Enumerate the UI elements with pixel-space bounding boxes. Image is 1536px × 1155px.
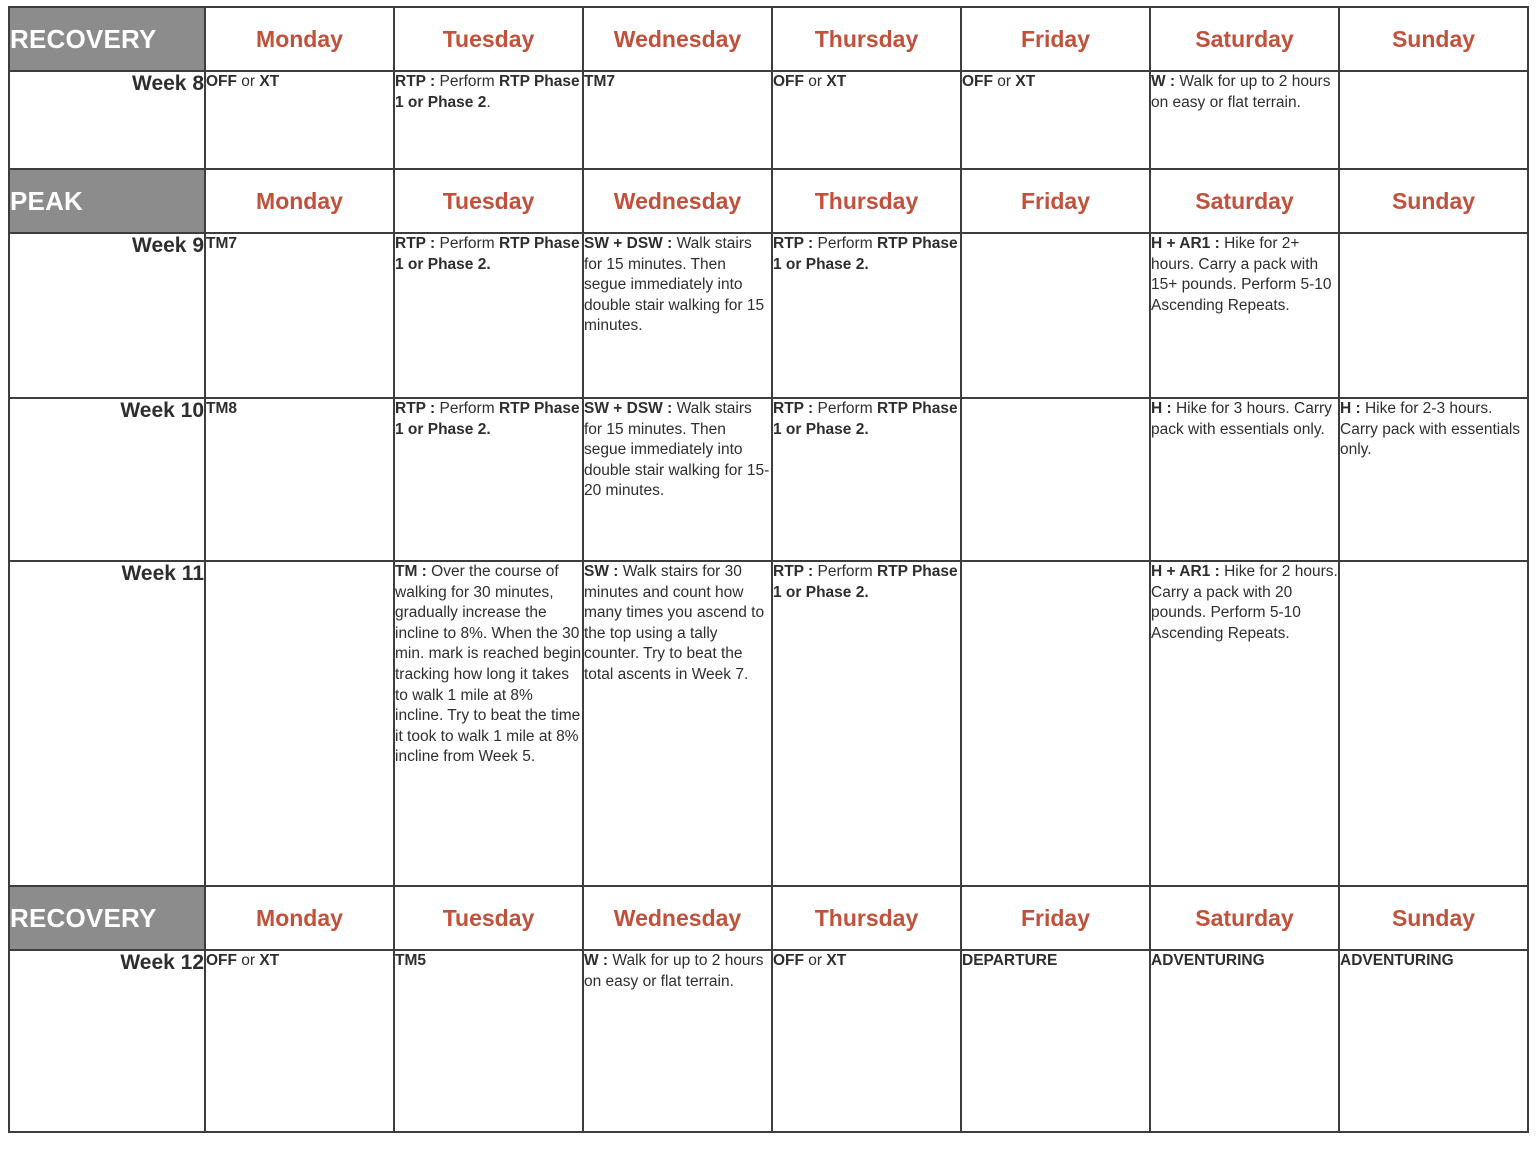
section-phase-label-cell xyxy=(9,886,205,950)
week-label-cell xyxy=(9,71,205,169)
day-header-friday xyxy=(961,7,1150,71)
day-header-label: Wednesday xyxy=(613,188,742,214)
workout-cell-wednesday[interactable] xyxy=(583,950,772,1132)
day-header-label: Tuesday xyxy=(442,905,535,931)
section-phase-label: RECOVERY xyxy=(10,903,157,933)
day-header-sunday xyxy=(1339,169,1528,233)
training-plan-table xyxy=(8,6,1529,1133)
section-phase-label: RECOVERY xyxy=(10,24,157,54)
day-header-label: Sunday xyxy=(1391,26,1476,52)
day-header-label: Friday xyxy=(1020,188,1091,214)
day-header-monday xyxy=(205,886,394,950)
day-header-label: Monday xyxy=(256,905,343,931)
workout-text: H : Hike for 3 hours. Carry pack with essentials only. xyxy=(1151,400,1332,438)
workout-cell-saturday[interactable] xyxy=(1150,561,1339,886)
workout-cell-wednesday[interactable] xyxy=(583,233,772,398)
workout-text: OFF or XT xyxy=(773,73,847,90)
day-header-wednesday xyxy=(583,169,772,233)
day-header-thursday xyxy=(772,7,961,71)
workout-text: W : Walk for up to 2 hours on easy or flat terrain. xyxy=(584,952,764,990)
workout-text: H + AR1 : Hike for 2 hours. Carry a pack with 20 pounds. Perform 5-10 Ascending Repeats. xyxy=(1151,563,1338,642)
workout-text: SW + DSW : Walk stairs for 15 minutes. Then segue immediately into double stair walking for 15-20 minutes. xyxy=(584,400,770,500)
workout-text: OFF or XT xyxy=(206,73,280,90)
workout-text: RTP : Perform RTP Phase 1 or Phase 2. xyxy=(773,235,958,273)
day-header-friday xyxy=(961,886,1150,950)
day-header-label: Thursday xyxy=(814,905,919,931)
workout-cell-monday[interactable] xyxy=(205,398,394,561)
workout-text: W : Walk for up to 2 hours on easy or flat terrain. xyxy=(1151,73,1331,111)
week-row xyxy=(9,561,1528,886)
week-label-cell xyxy=(9,950,205,1132)
workout-text: H : Hike for 2-3 hours. Carry pack with essentials only. xyxy=(1340,400,1521,459)
workout-cell-monday[interactable] xyxy=(205,71,394,169)
week-label-cell xyxy=(9,561,205,886)
day-header-label: Saturday xyxy=(1195,188,1294,214)
workout-cell-thursday[interactable] xyxy=(772,71,961,169)
workout-text: DEPARTURE xyxy=(962,952,1058,969)
day-header-label: Thursday xyxy=(814,26,919,52)
day-header-label: Tuesday xyxy=(442,26,535,52)
workout-cell-thursday[interactable] xyxy=(772,950,961,1132)
day-header-saturday xyxy=(1150,7,1339,71)
day-header-label: Sunday xyxy=(1391,905,1476,931)
day-header-thursday xyxy=(772,169,961,233)
workout-cell-wednesday[interactable] xyxy=(583,71,772,169)
workout-cell-saturday[interactable] xyxy=(1150,233,1339,398)
day-header-label: Thursday xyxy=(814,188,919,214)
workout-text: RTP : Perform RTP Phase 1 or Phase 2. xyxy=(395,400,580,438)
workout-cell-tuesday[interactable] xyxy=(394,233,583,398)
workout-text: RTP : Perform RTP Phase 1 or Phase 2. xyxy=(773,400,958,438)
section-phase-label-cell xyxy=(9,169,205,233)
day-header-sunday xyxy=(1339,7,1528,71)
workout-text: RTP : Perform RTP Phase 1 or Phase 2. xyxy=(395,235,580,273)
workout-cell-saturday[interactable] xyxy=(1150,398,1339,561)
day-header-label: Sunday xyxy=(1391,188,1476,214)
workout-cell-sunday[interactable] xyxy=(1339,398,1528,561)
workout-cell-tuesday[interactable] xyxy=(394,561,583,886)
section-phase-label: PEAK xyxy=(10,186,84,216)
workout-cell-wednesday[interactable] xyxy=(583,561,772,886)
week-label: Week 10 xyxy=(120,399,204,422)
workout-cell-tuesday[interactable] xyxy=(394,398,583,561)
workout-cell-wednesday[interactable] xyxy=(583,398,772,561)
workout-text: OFF or XT xyxy=(773,952,847,969)
workout-cell-saturday[interactable] xyxy=(1150,950,1339,1132)
day-header-saturday xyxy=(1150,169,1339,233)
workout-cell-tuesday[interactable] xyxy=(394,71,583,169)
day-header-saturday xyxy=(1150,886,1339,950)
week-label-cell xyxy=(9,233,205,398)
day-header-tuesday xyxy=(394,169,583,233)
day-header-label: Wednesday xyxy=(613,905,742,931)
day-header-tuesday xyxy=(394,886,583,950)
day-header-label: Wednesday xyxy=(613,26,742,52)
workout-cell-monday[interactable] xyxy=(205,950,394,1132)
day-header-label: Friday xyxy=(1020,26,1091,52)
day-header-tuesday xyxy=(394,7,583,71)
week-row xyxy=(9,950,1528,1132)
week-label: Week 9 xyxy=(132,234,204,257)
day-header-label: Friday xyxy=(1020,905,1091,931)
day-header-label: Saturday xyxy=(1195,26,1294,52)
day-header-label: Monday xyxy=(256,188,343,214)
workout-text: TM8 xyxy=(206,400,237,417)
day-header-wednesday xyxy=(583,7,772,71)
week-label-cell xyxy=(9,398,205,561)
workout-text: SW : Walk stairs for 30 minutes and count how many times you ascend to the top using a tally counter. Try to beat the total ascents in Week 7. xyxy=(584,563,765,684)
day-header-monday xyxy=(205,7,394,71)
week-row xyxy=(9,71,1528,169)
section-header-row xyxy=(9,886,1528,950)
workout-cell-friday[interactable] xyxy=(961,71,1150,169)
workout-text: TM7 xyxy=(584,73,615,90)
workout-cell-friday[interactable] xyxy=(961,950,1150,1132)
day-header-thursday xyxy=(772,886,961,950)
workout-text: RTP : Perform RTP Phase 1 or Phase 2. xyxy=(773,563,958,601)
workout-text: ADVENTURING xyxy=(1151,952,1265,969)
workout-cell-thursday[interactable] xyxy=(772,561,961,886)
day-header-friday xyxy=(961,169,1150,233)
week-row xyxy=(9,398,1528,561)
workout-cell-monday[interactable] xyxy=(205,561,394,886)
day-header-label: Saturday xyxy=(1195,905,1294,931)
workout-text: SW + DSW : Walk stairs for 15 minutes. Then segue immediately into double stair walking for 15 minutes. xyxy=(584,235,765,335)
week-row xyxy=(9,233,1528,398)
day-header-monday xyxy=(205,169,394,233)
workout-text: TM5 xyxy=(395,952,426,969)
day-header-sunday xyxy=(1339,886,1528,950)
day-header-label: Tuesday xyxy=(442,188,535,214)
week-label: Week 12 xyxy=(120,951,204,974)
workout-cell-friday[interactable] xyxy=(961,561,1150,886)
workout-cell-sunday[interactable] xyxy=(1339,950,1528,1132)
workout-text: OFF or XT xyxy=(962,73,1036,90)
workout-cell-sunday[interactable] xyxy=(1339,71,1528,169)
workout-cell-friday[interactable] xyxy=(961,398,1150,561)
workout-text: TM7 xyxy=(206,235,237,252)
workout-text: OFF or XT xyxy=(206,952,280,969)
workout-cell-tuesday[interactable] xyxy=(394,950,583,1132)
workout-cell-sunday[interactable] xyxy=(1339,561,1528,886)
week-label: Week 8 xyxy=(132,72,204,95)
section-header-row xyxy=(9,7,1528,71)
week-label: Week 11 xyxy=(121,562,204,585)
workout-cell-saturday[interactable] xyxy=(1150,71,1339,169)
workout-cell-friday[interactable] xyxy=(961,233,1150,398)
section-header-row xyxy=(9,169,1528,233)
workout-cell-monday[interactable] xyxy=(205,233,394,398)
workout-text: ADVENTURING xyxy=(1340,952,1454,969)
day-header-wednesday xyxy=(583,886,772,950)
workout-text: TM : Over the course of walking for 30 minutes, gradually increase the incline to 8%. When the 30 min. mark is reached begin tracking how long it takes to walk 1 mile at 8% incline. Try to beat the time it took to walk 1 mile at 8% incline from Week 5. xyxy=(395,563,582,766)
day-header-label: Monday xyxy=(256,26,343,52)
workout-cell-sunday[interactable] xyxy=(1339,233,1528,398)
workout-cell-thursday[interactable] xyxy=(772,398,961,561)
section-phase-label-cell xyxy=(9,7,205,71)
workout-text: H + AR1 : Hike for 2+ hours. Carry a pack with 15+ pounds. Perform 5-10 Ascending Repeats. xyxy=(1151,235,1332,314)
workout-text: RTP : Perform RTP Phase 1 or Phase 2. xyxy=(395,73,580,111)
workout-cell-thursday[interactable] xyxy=(772,233,961,398)
